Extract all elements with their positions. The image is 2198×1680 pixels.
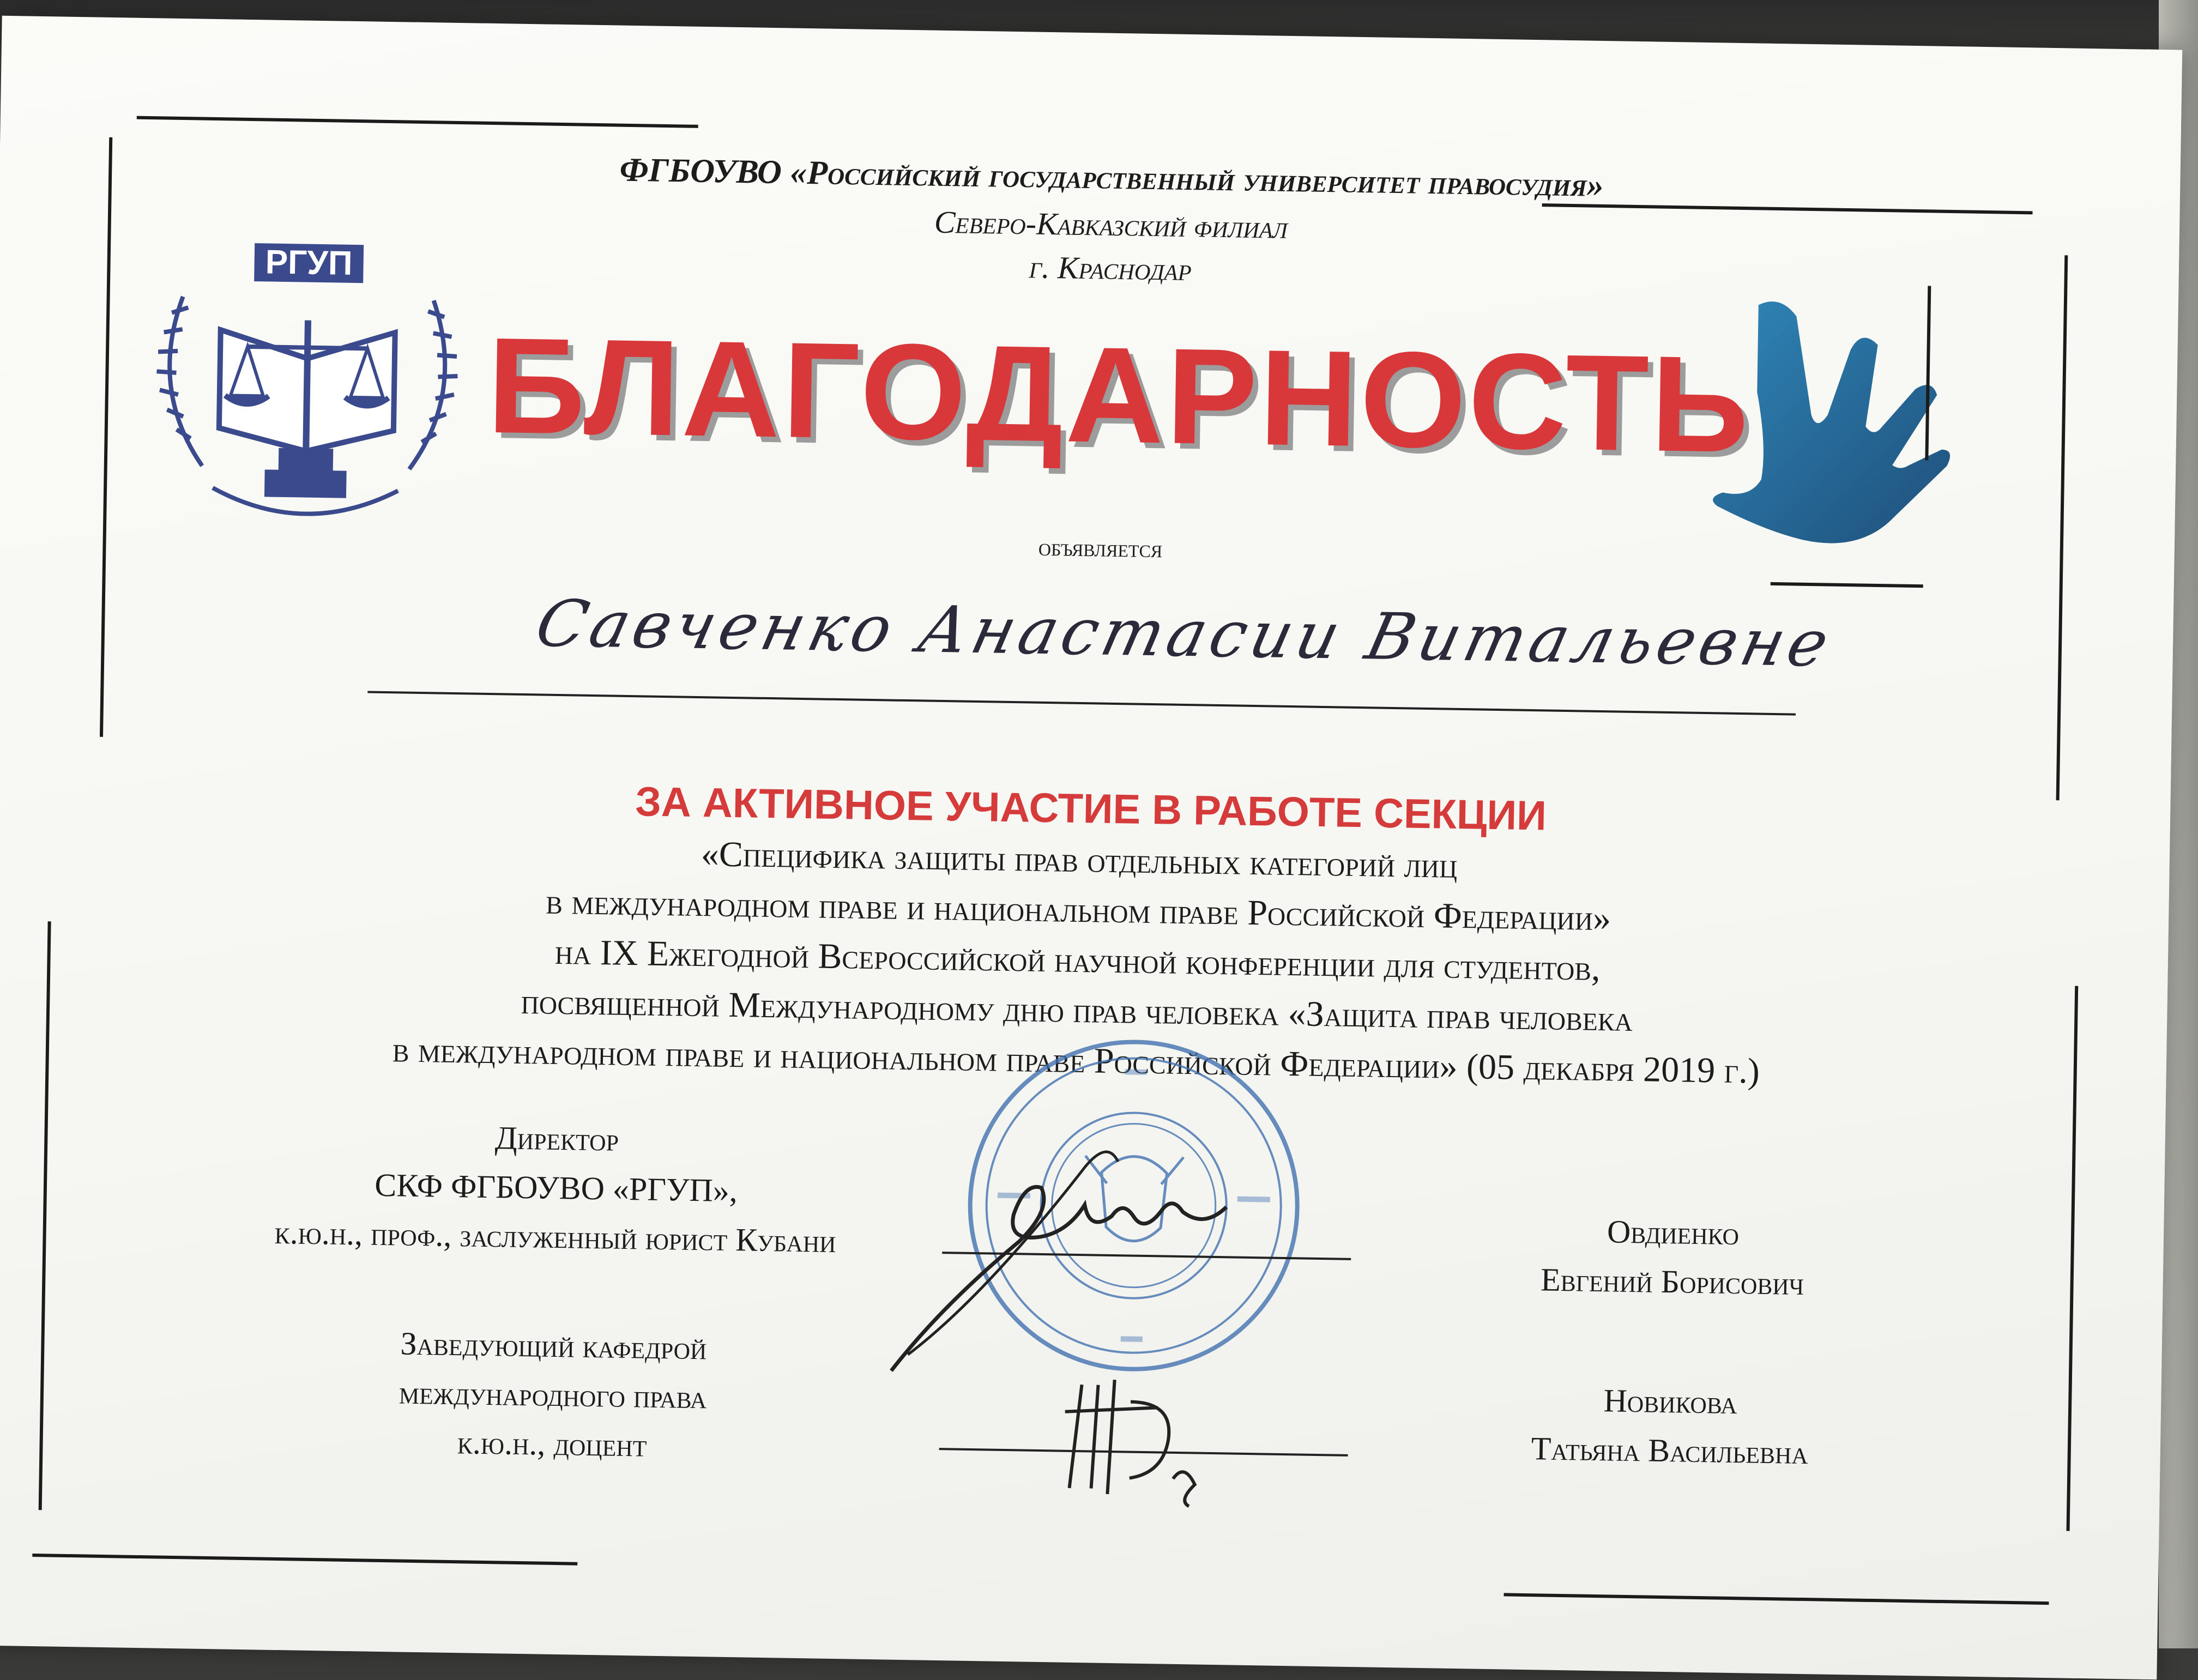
signatory-1-given-names: Евгений Борисович xyxy=(1540,1261,1804,1302)
frame-top-left xyxy=(137,116,698,128)
signatory-1-position-2: СКФ ФГБОУВО «РГУП», xyxy=(374,1167,738,1209)
signatory-1-position-3: к.ю.н., проф., заслуженный юрист Кубани xyxy=(274,1214,837,1260)
frame-bottom-right xyxy=(1504,1593,2049,1605)
head-of-department-signature xyxy=(1047,1368,1224,1512)
signatory-1-position-1: Директор xyxy=(494,1120,619,1158)
reason-line-3: на IX Ежегодной Всероссийской научной конференции для студентов, xyxy=(554,932,1601,989)
reason-heading: ЗА АКТИВНОЕ УЧАСТИЕ В РАБОТЕ СЕКЦИИ xyxy=(635,778,1547,839)
reason-line-1: «Специфика защиты прав отдельных категорий лиц xyxy=(701,834,1458,886)
signatory-2-surname: Новикова xyxy=(1603,1382,1738,1421)
reason-line-5: в международном праве и национальном праве Российской Федерации» (05 декабря 2019 г.) xyxy=(392,1030,1760,1091)
reason-line-2: в международном праве и национальном праве Российской Федерации» xyxy=(545,881,1611,939)
logo-underline xyxy=(1771,582,1923,588)
city-name: г. Краснодар xyxy=(1029,249,1192,288)
signatory-2-position-1: Заведующий кафедрой xyxy=(400,1325,707,1367)
certificate-title: БЛАГОДАРНОСТЬ xyxy=(486,309,1753,481)
signatory-2-given-names: Татьяна Васильевна xyxy=(1531,1430,1809,1471)
rgup-label: РГУП xyxy=(265,243,353,282)
university-name: ФГБОУВО «Российский государственный университет правосудия» xyxy=(619,151,1604,204)
recipient-name: Савченко Анастасии Витальевне xyxy=(529,585,1840,681)
signatory-2-position-2: международного права xyxy=(398,1374,707,1416)
signatory-2-position-3: к.ю.н., доцент xyxy=(457,1424,647,1464)
branch-name: Северо-Кавказский филиал xyxy=(934,204,1288,245)
frame-bottom-left xyxy=(32,1554,577,1566)
certificate-paper xyxy=(0,16,2182,1679)
signatory-1-surname: Овдиенко xyxy=(1607,1213,1740,1252)
announced-label: объявляется xyxy=(1038,533,1163,563)
reason-line-4: посвященной Международному дню прав человека «Защита прав человека xyxy=(521,981,1633,1039)
recipient-underline xyxy=(367,691,1796,715)
